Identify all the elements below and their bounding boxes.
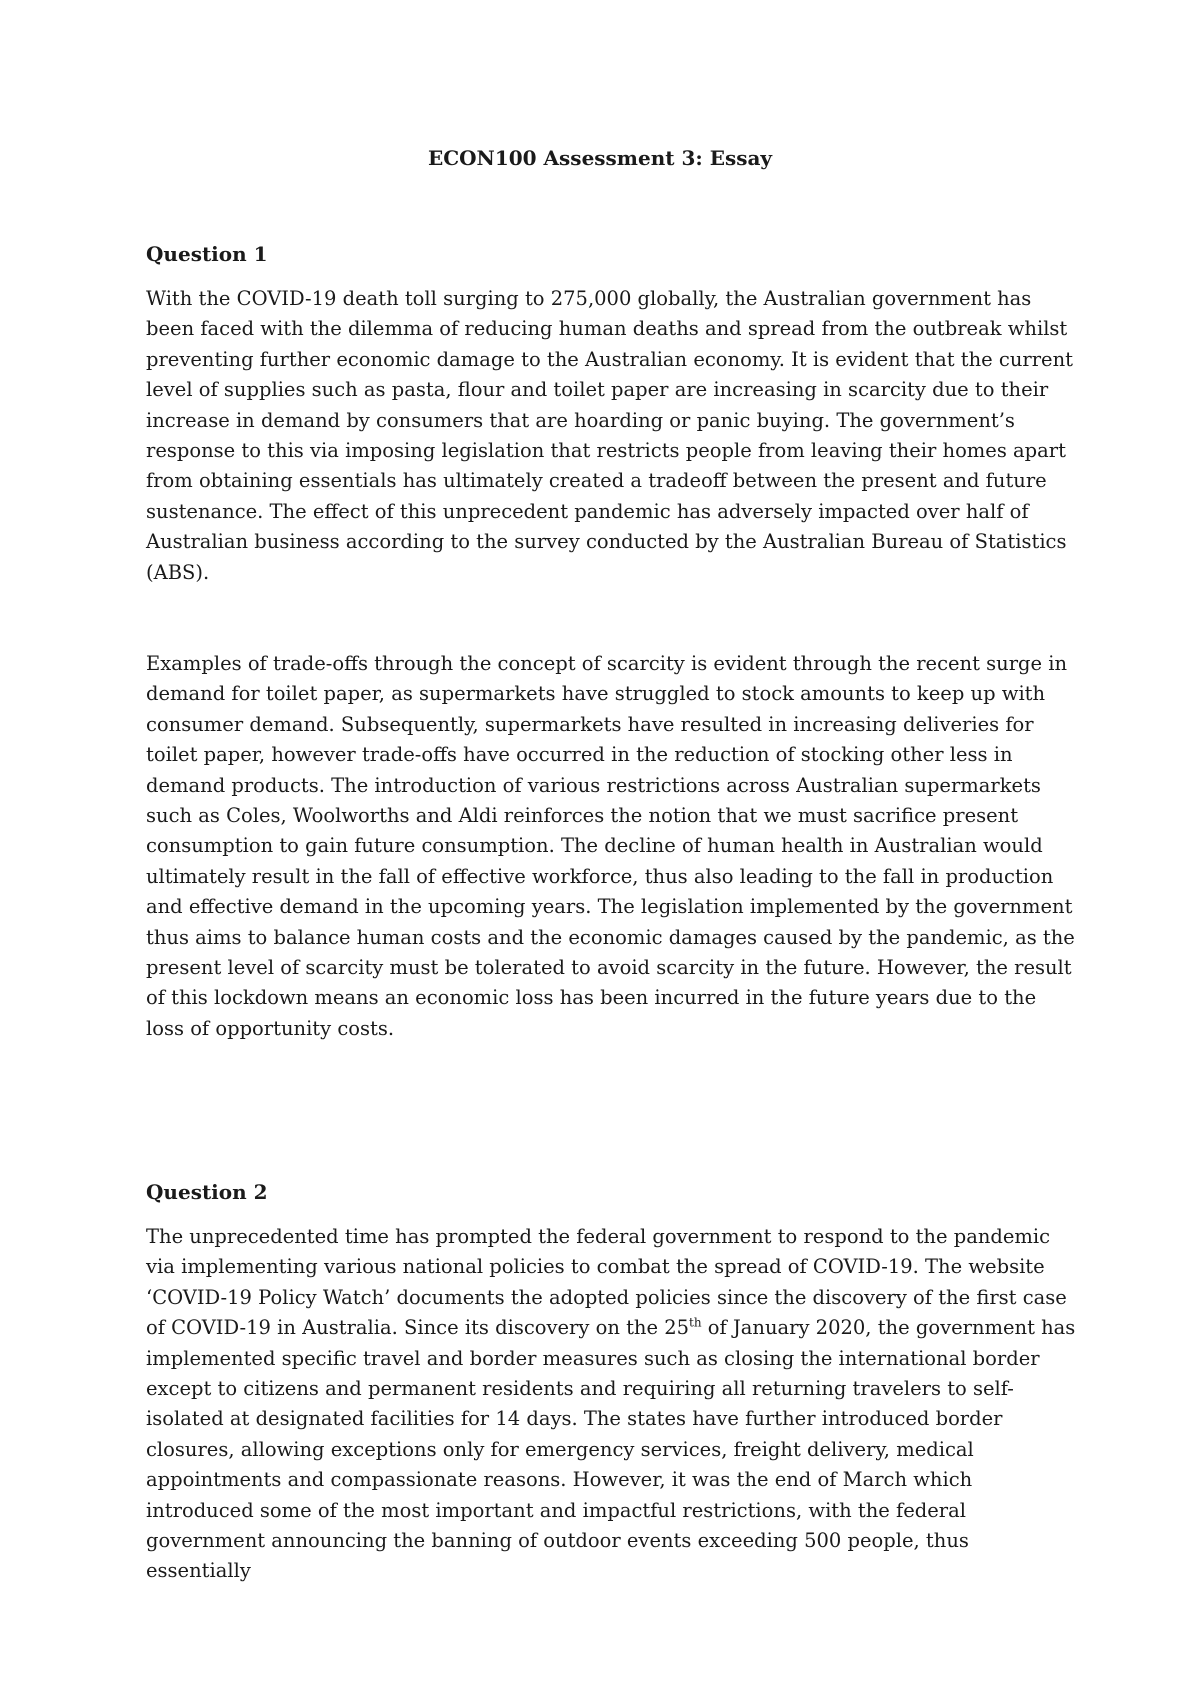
- question-1-paragraph-2: Examples of trade-offs through the concept of scarcity is evident through the recent surge in demand for toilet paper, as supermarkets have struggled to stock amounts to keep up with consumer demand. Subsequently, supermarkets have resulted in increasing deliveries for toilet paper, however trade-offs have occurred in the reduction of stocking other less in demand products. The introduction of various restrictions across Australian supermarkets such as Coles, Woolworths and Aldi reinforces the notion that we must sacrifice present consumption to gain future consumption. The decline of human health in Australian would ultimately result in the fall of effective workforce, thus also leading to the fall in production and effective demand in the upcoming years. The legislation implemented by the government thus aims to balance human costs and the economic damages caused by the pandemic, as the present level of scarcity must be tolerated to avoid scarcity in the future. However, the result of this lockdown means an economic loss has been incurred in the future years due to the loss of opportunity costs.: [146, 652, 1075, 1040]
- question-2-paragraph-1-part-1: The unprecedented time has prompted the federal government to respond to the pandemic via implementing various national policies to combat the spread of COVID-19. The website ‘COVID-19 Policy Watch’ documents the adopted policies since the discovery of the first case of COVID-19 in Australia. Since its discovery on the 25: [146, 1225, 1067, 1340]
- question-1-paragraph-1: With the COVID-19 death toll surging to 275,000 globally, the Australian government has been faced with the dilemma of reducing human deaths and spread from the outbreak whilst preventing further economic damage to the Australian economy. It is evident that the current level of supplies such as pasta, flour and toilet paper are increasing in scarcity due to their increase in demand by consumers that are hoarding or panic buying. The government’s response to this via imposing legislation that restricts people from leaving their homes apart from obtaining essentials has ultimately created a tradeoff between the present and future sustenance. The effect of this unprecedent pandemic has adversely impacted over half of Australian business according to the survey conducted by the Australian Bureau of Statistics (ABS).: [146, 287, 1073, 584]
- question-2-paragraph-1-part-2: of January 2020, the government has implemented specific travel and border measures such as closing the international border except to citizens and permanent residents and requiring all returning travelers to self-isolated at designated facilities for 14 days. The states have further introduced border closures, allowing exceptions only for emergency services, freight delivery, medical appointments and compassionate reasons. However, it was the end of March which introduced some of the most important and impactful restrictions, with the federal government announcing the banning of outdoor events exceeding 500 people, thus essentially: [146, 1316, 1076, 1583]
- essay-title: ECON100 Assessment 3: Essay: [427, 146, 773, 170]
- question-2-paragraph-1: [146, 1222, 1076, 1587]
- question-1-heading: Question 1: [146, 242, 268, 266]
- ordinal-suffix: th: [689, 1315, 702, 1330]
- question-2-heading: Question 2: [146, 1180, 268, 1204]
